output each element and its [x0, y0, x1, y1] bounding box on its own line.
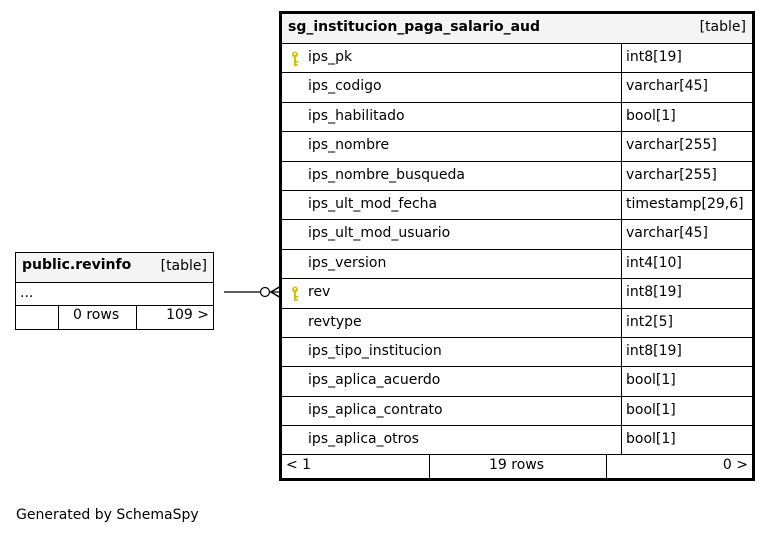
column-type: int4[10]	[621, 250, 752, 278]
column-row[interactable]	[282, 191, 752, 220]
column-type: bool[1]	[621, 367, 752, 395]
footer-right[interactable]: 109 >	[166, 307, 209, 323]
footer-divider	[429, 455, 430, 478]
column-name: ips_aplica_otros	[308, 431, 419, 448]
table-sg-institucion-paga-salario-aud[interactable]	[279, 11, 755, 481]
table-public-revinfo[interactable]	[15, 252, 214, 330]
column-type: timestamp[29,6]	[621, 191, 752, 219]
footer-divider	[606, 455, 607, 478]
footer-rows: 0 rows	[73, 307, 120, 323]
column-type: bool[1]	[621, 397, 752, 425]
column-name: ips_aplica_acuerdo	[308, 372, 441, 389]
column-type: int8[19]	[621, 338, 752, 366]
table-footer	[16, 306, 213, 329]
table-header	[16, 253, 213, 283]
table-name[interactable]: sg_institucion_paga_salario_aud	[288, 19, 541, 35]
column-row[interactable]	[282, 162, 752, 191]
column-type: bool[1]	[621, 426, 752, 454]
column-row[interactable]	[282, 220, 752, 249]
table-header	[282, 14, 752, 44]
column-name: ips_codigo	[308, 78, 382, 95]
column-name: ips_ult_mod_usuario	[308, 225, 451, 242]
column-name: ips_habilitado	[308, 107, 405, 124]
footer-right[interactable]: 0 >	[722, 457, 748, 474]
column-name: ips_ult_mod_fecha	[308, 195, 438, 212]
column-name: ips_nombre	[308, 137, 390, 154]
column-row[interactable]	[282, 367, 752, 396]
column-type: bool[1]	[621, 103, 752, 131]
footer-divider	[58, 306, 59, 329]
key-icon	[290, 286, 302, 302]
ellipsis-text: ...	[20, 285, 34, 301]
ellipsis-row	[16, 283, 213, 306]
column-type: varchar[45]	[621, 220, 752, 248]
column-type: int8[19]	[621, 279, 752, 307]
table-kind: [table]	[160, 258, 207, 274]
footer-rows: 19 rows	[489, 457, 545, 474]
column-row[interactable]	[282, 279, 752, 308]
key-icon	[290, 51, 302, 67]
column-type: int8[19]	[621, 44, 752, 72]
column-name: ips_aplica_contrato	[308, 401, 443, 418]
column-row[interactable]	[282, 44, 752, 73]
column-type: varchar[255]	[621, 132, 752, 160]
column-name: ips_tipo_institucion	[308, 342, 442, 359]
column-row[interactable]	[282, 103, 752, 132]
table-kind: [table]	[699, 19, 746, 35]
column-row[interactable]	[282, 73, 752, 102]
column-row[interactable]	[282, 132, 752, 161]
column-name: revtype	[308, 313, 362, 330]
column-name: rev	[308, 284, 331, 301]
column-row[interactable]	[282, 426, 752, 455]
footer-left[interactable]: < 1	[286, 457, 312, 474]
column-list	[282, 44, 752, 455]
generated-by-label: Generated by SchemaSpy	[16, 507, 199, 523]
column-type: varchar[255]	[621, 162, 752, 190]
column-row[interactable]	[282, 250, 752, 279]
column-row[interactable]	[282, 309, 752, 338]
column-name: ips_version	[308, 254, 387, 271]
column-type: varchar[45]	[621, 73, 752, 101]
column-name: ips_nombre_busqueda	[308, 166, 465, 183]
footer-divider	[136, 306, 137, 329]
column-row[interactable]	[282, 397, 752, 426]
column-type: int2[5]	[621, 309, 752, 337]
table-footer	[282, 455, 752, 478]
column-name: ips_pk	[308, 49, 353, 65]
table-name[interactable]: public.revinfo	[22, 257, 132, 273]
column-row[interactable]	[282, 338, 752, 367]
